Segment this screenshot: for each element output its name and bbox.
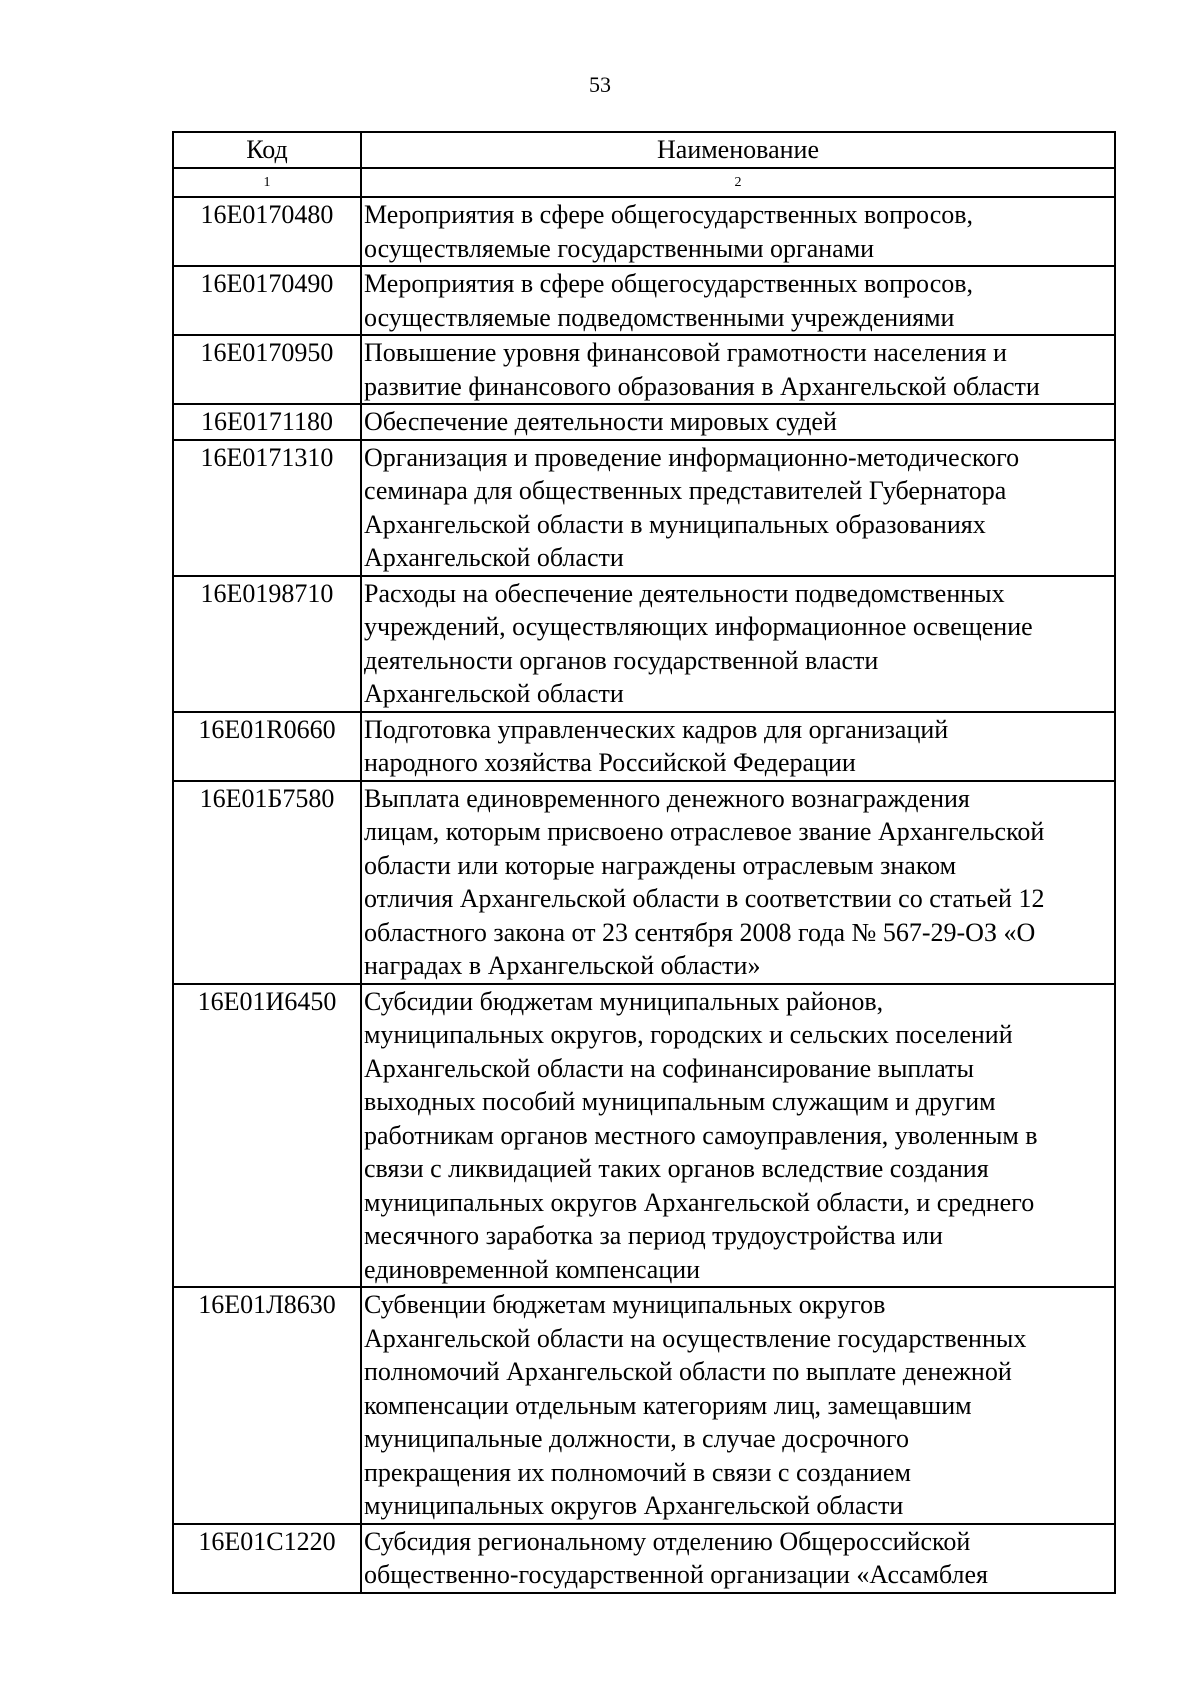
header-row <box>173 132 1115 168</box>
row-code: 16Е01Б7580 <box>173 781 361 984</box>
row-code: 16Е0198710 <box>173 576 361 712</box>
row-code: 16Е01Л8630 <box>173 1287 361 1524</box>
header-code: Код <box>173 132 361 168</box>
row-code: 16Е0170480 <box>173 197 361 266</box>
table-row <box>173 404 1115 440</box>
column-number-row <box>173 168 1115 197</box>
row-name: Расходы на обеспечение деятельности подведомственных учреждений, осуществляющих информационное освещение деятельности органов государственной власти Архангельской области <box>361 576 1115 712</box>
row-code: 16Е0171310 <box>173 440 361 576</box>
row-name: Подготовка управленческих кадров для организаций народного хозяйства Российской Федерации <box>361 712 1115 781</box>
row-code: 16Е01И6450 <box>173 984 361 1288</box>
table-header <box>173 132 1115 197</box>
budget-codes-table <box>172 131 1116 1594</box>
page-number: 53 <box>589 72 611 97</box>
table-row <box>173 335 1115 404</box>
row-name: Субвенции бюджетам муниципальных округов Архангельской области на осуществление государственных полномочий Архангельской области по выплате денежной компенсации отдельным категориям лиц, замещавшим муниципальные должности, в случае досрочного прекращения их полномочий в связи с созданием муниципальных округов Архангельской области <box>361 1287 1115 1524</box>
table-body <box>173 197 1115 1593</box>
row-name: Мероприятия в сфере общегосударственных вопросов, осуществляемые государственными органами <box>361 197 1115 266</box>
row-name: Субсидии бюджетам муниципальных районов, муниципальных округов, городских и сельских поселений Архангельской области на софинансирование выплаты выходных пособий муниципальным служащим и другим работникам органов местного самоуправления, уволенным в связи с ликвидацией таких органов вследствие создания муниципальных округов Архангельской области, и среднего месячного заработка за период трудоустройства или единовременной компенсации <box>361 984 1115 1288</box>
table-row <box>173 576 1115 712</box>
row-code: 16Е01С1220 <box>173 1524 361 1593</box>
row-name: Организация и проведение информационно-методического семинара для общественных представителей Губернатора Архангельской области в муниципальных образованиях Архангельской области <box>361 440 1115 576</box>
row-code: 16Е01R0660 <box>173 712 361 781</box>
table-row <box>173 197 1115 266</box>
row-code: 16Е0171180 <box>173 404 361 440</box>
row-name: Мероприятия в сфере общегосударственных вопросов, осуществляемые подведомственными учреждениями <box>361 266 1115 335</box>
table-row <box>173 984 1115 1288</box>
column-number-code: 1 <box>173 168 361 197</box>
column-number-name: 2 <box>361 168 1115 197</box>
table-row <box>173 266 1115 335</box>
row-code: 16Е0170950 <box>173 335 361 404</box>
header-name: Наименование <box>361 132 1115 168</box>
table-row <box>173 1287 1115 1524</box>
row-code: 16Е0170490 <box>173 266 361 335</box>
table-row <box>173 1524 1115 1593</box>
row-name: Повышение уровня финансовой грамотности населения и развитие финансового образования в Архангельской области <box>361 335 1115 404</box>
row-name: Субсидия региональному отделению Общероссийской общественно-государственной организации «Ассамблея <box>361 1524 1115 1593</box>
row-name: Обеспечение деятельности мировых судей <box>361 404 1115 440</box>
table-row <box>173 440 1115 576</box>
row-name: Выплата единовременного денежного вознаграждения лицам, которым присвоено отраслевое звание Архангельской области или которые награждены отраслевым знаком отличия Архангельской области в соответствии со статьей 12 областного закона от 23 сентября 2008 года № 567-29-ОЗ «О наградах в Архангельской области» <box>361 781 1115 984</box>
table-row <box>173 712 1115 781</box>
table-row <box>173 781 1115 984</box>
